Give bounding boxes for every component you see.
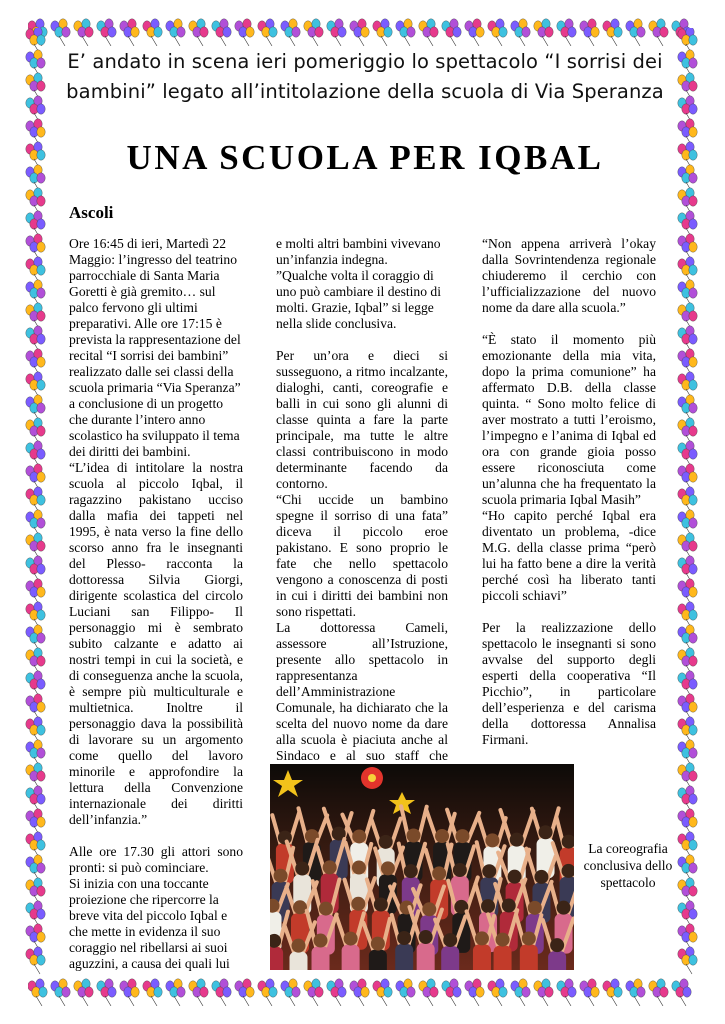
balloon-bunch-icon: [189, 979, 208, 1006]
balloon-bunch-icon: [281, 979, 300, 1006]
balloon-bunch-icon: [26, 694, 45, 721]
balloon-bunch-icon: [26, 464, 45, 491]
balloon-bunch-icon: [678, 418, 697, 445]
balloon-bunch-icon: [350, 19, 369, 46]
balloon-bunch-icon: [166, 19, 185, 46]
balloon-bunch-icon: [304, 979, 323, 1006]
col1-paragraph-2: “L’idea di intitolare la nostra scuola al piccolo Iqbal, il ragazzino pakistano ucciso dalla mafia dei tappeti nel 1995, è nata verso la fine dello scorso anno fra le insegnanti del Plesso- racconta la dottoressa Silvia Giorgi, dirigente scolastica del circolo Luciani san Filippo- Il personaggio mi è sembrato subito calzante e adatto ai nostri tempi in cui la società, e di conseguenza anche la scuola, è sempre più multiculturale e multietnica. Inoltre il personaggio dava la possibilità di lavorare su un argomento come quello del lavoro minorile e approfondire la lettura della Convenzione internazionale dei diritti dell’infanzia.”: [69, 460, 243, 827]
balloon-bunch-icon: [557, 979, 576, 1006]
balloon-bunch-icon: [678, 740, 697, 767]
balloon-bunch-icon: [678, 579, 697, 606]
balloon-bunch-icon: [97, 979, 116, 1006]
balloon-bunch-icon: [166, 979, 185, 1006]
balloon-bunch-icon: [26, 901, 45, 928]
balloon-bunch-icon: [603, 979, 622, 1006]
balloon-bunch-icon: [678, 395, 697, 422]
kicker-line-2: bambini” legato all’intitolazione della scuola di Via Speranza: [66, 80, 664, 103]
balloon-bunch-icon: [678, 878, 697, 905]
balloon-bunch-icon: [26, 280, 45, 307]
balloon-bunch-icon: [26, 395, 45, 422]
balloon-bunch-icon: [678, 441, 697, 468]
col1-paragraph-1: Ore 16:45 di ieri, Martedì 22 Maggio: l’ingresso del teatrino parrocchiale di Santa Maria Goretti è già gremito… sul palco fervono gli ultimi preparativi. Alle ore 17:15 è prevista la rappresentazione del recital “I sorrisi dei bambini” realizzato dalle sei classi della scuola primaria “Via Speranza” a conclusione di un progetto che durante l’intero anno scolastico ha sviluppato il tema dei diritti dei bambini.: [69, 236, 241, 459]
balloon-bunch-icon: [678, 901, 697, 928]
balloon-bunch-icon: [534, 19, 553, 46]
balloon-bunch-icon: [678, 855, 697, 882]
col1-paragraph-3: Alle ore 17.30 gli attori sono pronti: si può cominciare.: [69, 844, 243, 875]
balloon-bunch-icon: [678, 50, 697, 77]
balloon-bunch-icon: [678, 257, 697, 284]
balloon-bunch-icon: [603, 19, 622, 46]
balloon-bunch-icon: [534, 979, 553, 1006]
balloon-bunch-icon: [26, 372, 45, 399]
balloon-bunch-icon: [143, 979, 162, 1006]
balloon-bunch-icon: [511, 19, 530, 46]
balloon-bunch-icon: [626, 979, 645, 1006]
balloon-bunch-icon: [442, 19, 461, 46]
col2-paragraph-5: La dottoressa Cameli, assessore all’Istruzione, presente allo spettacolo in rappresentanza dell’Amministrazione Comunale, ha dichiarato che la scelta del nuovo nome da dare alla scuola è piaciuta anche al Sindaco e al suo staff che: [276, 620, 448, 763]
col2-paragraph-4: “Chi uccide un bambino spegne il sorriso di una fata” diceva il piccolo eroe pakistano. E sono proprio le fate che nello spettacolo vengono a conoscenza di posti in cui i diritti dei bambini non sono rispettati.: [276, 492, 448, 619]
balloon-bunch-icon: [26, 809, 45, 836]
balloon-bunch-icon: [678, 349, 697, 376]
balloon-bunch-icon: [26, 28, 45, 54]
balloon-bunch-icon: [465, 979, 484, 1006]
balloon-bunch-icon: [678, 142, 697, 169]
balloon-bunch-icon: [304, 19, 323, 46]
balloon-bunch-icon: [678, 119, 697, 146]
balloon-bunch-icon: [26, 763, 45, 790]
balloon-bunch-icon: [327, 19, 346, 46]
balloon-bunch-icon: [396, 19, 415, 46]
balloon-bunch-icon: [258, 19, 277, 46]
balloon-bunch-icon: [212, 979, 231, 1006]
balloon-bunch-icon: [678, 671, 697, 698]
balloon-bunch-icon: [678, 533, 697, 560]
article-headline: UNA SCUOLA PER IQBAL: [126, 138, 604, 177]
bottom-balloon-border: [28, 978, 698, 1006]
balloon-bunch-icon: [465, 19, 484, 46]
balloon-bunch-icon: [212, 19, 231, 46]
balloon-bunch-icon: [26, 740, 45, 767]
balloon-bunch-icon: [26, 96, 45, 123]
kicker-line-1: E’ andato in scena ieri pomeriggio lo spettacolo “I sorrisi dei: [67, 50, 663, 73]
balloon-bunch-icon: [678, 234, 697, 261]
balloon-bunch-icon: [678, 947, 697, 974]
balloon-bunch-icon: [511, 979, 530, 1006]
balloon-bunch-icon: [678, 73, 697, 100]
balloon-bunch-icon: [373, 979, 392, 1006]
balloon-bunch-icon: [26, 257, 45, 284]
balloon-bunch-icon: [26, 326, 45, 353]
balloon-bunch-icon: [672, 979, 691, 1006]
balloon-bunch-icon: [678, 717, 697, 744]
balloon-bunch-icon: [678, 924, 697, 951]
balloon-bunch-icon: [678, 786, 697, 813]
balloon-bunch-icon: [74, 979, 93, 1006]
balloon-bunch-icon: [678, 464, 697, 491]
balloon-bunch-icon: [26, 924, 45, 951]
balloon-bunch-icon: [26, 602, 45, 629]
balloon-bunch-icon: [488, 979, 507, 1006]
balloon-bunch-icon: [678, 188, 697, 215]
balloon-bunch-icon: [557, 19, 576, 46]
stage-photo: [270, 764, 574, 970]
balloon-bunch-icon: [26, 648, 45, 675]
balloon-bunch-icon: [258, 979, 277, 1006]
col3-paragraph-3: “Ho capito perché Iqbal era diventato un problema, -dice M.G. della classe prima “però lui ha fatto bene a dire la verità perché così ha liberato tanti piccoli schiavi”: [482, 508, 656, 603]
balloon-bunch-icon: [580, 19, 599, 46]
balloon-bunch-icon: [26, 441, 45, 468]
balloon-bunch-icon: [26, 855, 45, 882]
balloon-bunch-icon: [419, 979, 438, 1006]
balloon-bunch-icon: [649, 19, 668, 46]
article-column-3: [482, 236, 656, 764]
balloon-bunch-icon: [120, 19, 139, 46]
balloon-bunch-icon: [626, 19, 645, 46]
balloon-bunch-icon: [678, 694, 697, 721]
col2-paragraph-3: Per un’ora e dieci si susseguono, a ritmo incalzante, dialoghi, canti, coreografie e balli in cui sono gli alunni di classe quinta a fare la parte principale, ma tutte le altre classi contribuiscono in modo determinante facendo da contorno.: [276, 348, 448, 491]
balloon-bunch-icon: [26, 188, 45, 215]
col2-paragraph-2: ”Qualche volta il coraggio di uno può cambiare il destino di molti. Grazie, Iqbal” si legge nella slide conclusiva.: [276, 268, 441, 331]
balloon-bunch-icon: [26, 625, 45, 652]
balloon-bunch-icon: [580, 979, 599, 1006]
balloon-bunch-icon: [442, 979, 461, 1006]
top-balloon-border: [28, 18, 698, 46]
balloon-bunch-icon: [26, 142, 45, 169]
article-column-1: [69, 236, 243, 972]
balloon-bunch-icon: [26, 878, 45, 905]
balloon-bunch-icon: [26, 234, 45, 261]
balloon-bunch-icon: [373, 19, 392, 46]
article-column-2: [276, 236, 448, 796]
balloon-bunch-icon: [678, 487, 697, 514]
balloon-bunch-icon: [419, 19, 438, 46]
balloon-bunch-icon: [189, 19, 208, 46]
balloon-bunch-icon: [678, 211, 697, 238]
balloon-bunch-icon: [235, 19, 254, 46]
balloon-bunch-icon: [74, 19, 93, 46]
balloon-bunch-icon: [678, 648, 697, 675]
col1-paragraph-4: Si inizia con una toccante proiezione che ripercorre la breve vita del piccolo Iqbal e che mette in evidenza il suo coraggio nel ribellarsi ai suoi aguzzini, a causa dei quali lui: [69, 876, 230, 971]
balloon-bunch-icon: [26, 786, 45, 813]
balloon-bunch-icon: [678, 556, 697, 583]
balloon-bunch-icon: [120, 979, 139, 1006]
balloon-bunch-icon: [678, 165, 697, 192]
balloon-bunch-icon: [235, 979, 254, 1006]
balloon-bunch-icon: [488, 19, 507, 46]
balloon-bunch-icon: [143, 19, 162, 46]
balloon-bunch-icon: [26, 533, 45, 560]
balloon-bunch-icon: [26, 556, 45, 583]
balloon-bunch-icon: [26, 671, 45, 698]
balloon-bunch-icon: [281, 19, 300, 46]
article-kicker: [60, 47, 670, 107]
balloon-bunch-icon: [350, 979, 369, 1006]
balloon-bunch-icon: [26, 947, 45, 974]
col2-paragraph-1: e molti altri bambini vivevano un’infanzia indegna.: [276, 236, 441, 267]
stage-photo-illustration: [270, 764, 574, 970]
balloon-bunch-icon: [678, 372, 697, 399]
balloon-bunch-icon: [26, 579, 45, 606]
balloon-bunch-icon: [51, 19, 70, 46]
balloon-bunch-icon: [26, 349, 45, 376]
balloon-bunch-icon: [26, 211, 45, 238]
balloon-bunch-icon: [678, 832, 697, 859]
balloon-bunch-icon: [26, 832, 45, 859]
left-balloon-border: [24, 28, 52, 978]
balloon-bunch-icon: [26, 717, 45, 744]
balloon-bunch-icon: [678, 809, 697, 836]
article-dateline: Ascoli: [69, 203, 114, 222]
balloon-bunch-icon: [678, 763, 697, 790]
balloon-bunch-icon: [26, 487, 45, 514]
balloon-bunch-icon: [327, 979, 346, 1006]
balloon-bunch-icon: [26, 165, 45, 192]
balloon-bunch-icon: [396, 979, 415, 1006]
balloon-bunch-icon: [51, 979, 70, 1006]
balloon-bunch-icon: [678, 96, 697, 123]
balloon-bunch-icon: [26, 418, 45, 445]
col3-paragraph-4: Per la realizzazione dello spettacolo le insegnanti si sono avvalse del supporto degli esperti della cooperativa “Il Picchio”, in particolare dell’esperienza e del carisma della dottoressa Annalisa Firmani.: [482, 620, 656, 747]
balloon-bunch-icon: [97, 19, 116, 46]
balloon-bunch-icon: [649, 979, 668, 1006]
balloon-bunch-icon: [26, 510, 45, 537]
balloon-bunch-icon: [28, 979, 47, 1006]
right-balloon-border: [676, 28, 704, 978]
photo-caption: La coreografia conclusiva dello spettacolo: [583, 841, 673, 890]
col3-paragraph-2: “È stato il momento più emozionante della mia vita, dopo la prima comunione” ha affermato D.B. della classe quinta. “ Sono molto felice di aver mostrato a tutti l’eroismo, l’impegno e l’anima di Iqbal ed ora con grande gioia posso essere riconosciuta come un’alunna che ha frequentato la scuola primaria Iqbal Masih”: [482, 332, 656, 507]
balloon-bunch-icon: [678, 510, 697, 537]
col3-paragraph-1: “Non appena arriverà l’okay dalla Sovrintendenza regionale chiuderemo il cerchio con l’ufficializzazione del nuovo nome da dare alla scuola.”: [482, 236, 656, 315]
balloon-bunch-icon: [678, 28, 697, 54]
balloon-bunch-icon: [26, 73, 45, 100]
balloon-bunch-icon: [26, 303, 45, 330]
balloon-bunch-icon: [678, 280, 697, 307]
balloon-bunch-icon: [678, 625, 697, 652]
balloon-bunch-icon: [26, 119, 45, 146]
balloon-bunch-icon: [678, 326, 697, 353]
balloon-bunch-icon: [26, 50, 45, 77]
balloon-bunch-icon: [678, 602, 697, 629]
balloon-bunch-icon: [678, 303, 697, 330]
